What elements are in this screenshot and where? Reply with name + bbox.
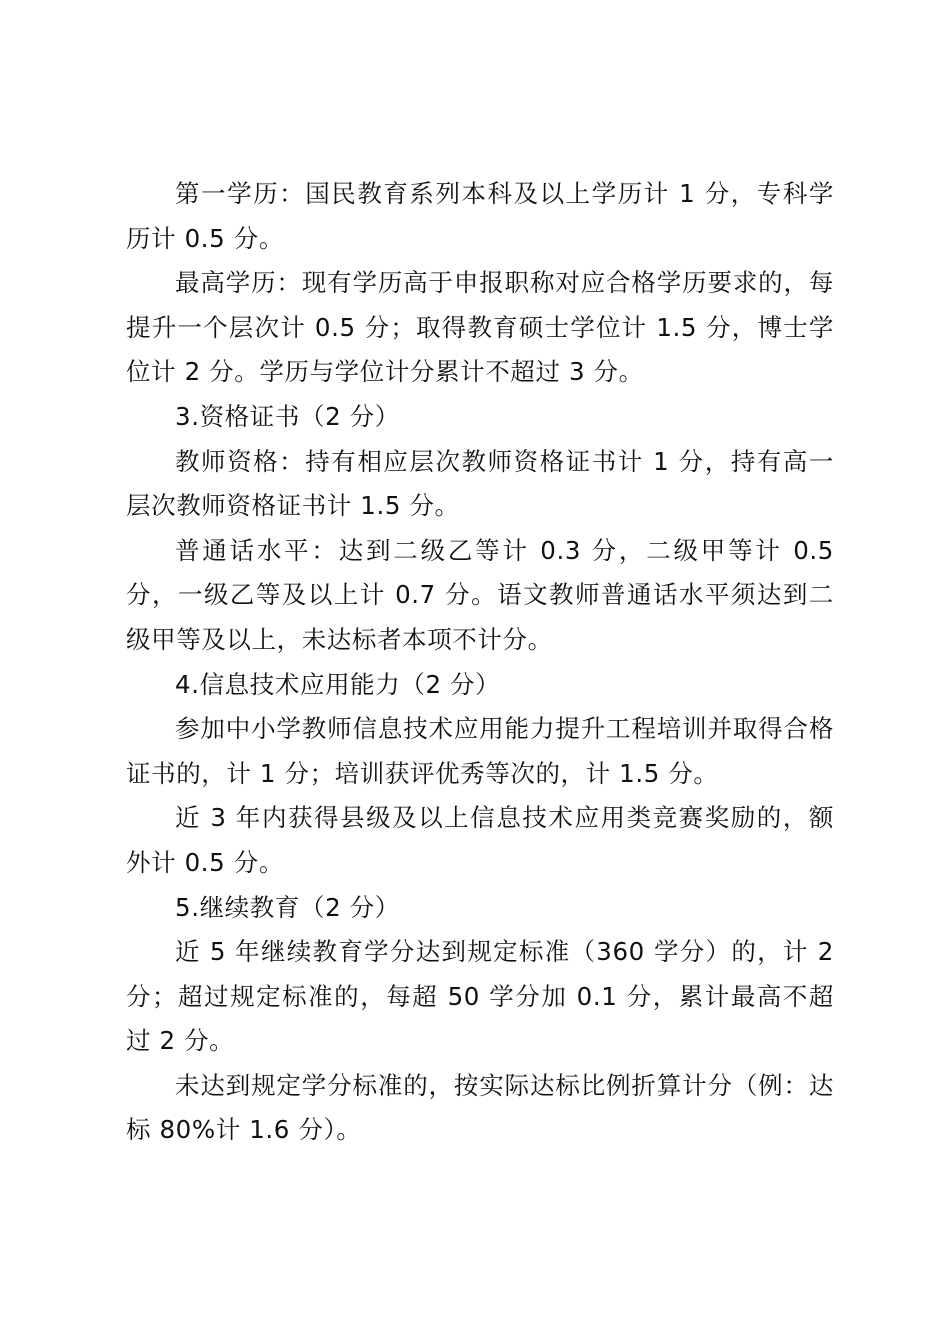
- paragraph-mandarin-level: 普通话水平：达到二级乙等计 0.3 分，二级甲等计 0.5 分，一级乙等及以上计 0.7 分。语文教师普通话水平须达到二级甲等及以上，未达标者本项不计分。: [126, 535, 834, 654]
- paragraph-it-competition: 近 3 年内获得县级及以上信息技术应用类竞赛奖励的，额外计 0.5 分。: [126, 803, 834, 877]
- section-heading-continuing-education: 5.继续教育（2 分）: [175, 892, 400, 922]
- section-heading-qualification-certificate: 3.资格证书（2 分）: [175, 401, 400, 431]
- paragraph-first-degree: 第一学历：国民教育系列本科及以上学历计 1 分，专科学历计 0.5 分。: [126, 179, 834, 253]
- document-page: [126, 172, 834, 1153]
- paragraph-credits-shortfall: 未达到规定学分标准的，按实际达标比例折算计分（例：达标 80%计 1.6 分）。: [126, 1070, 834, 1145]
- paragraph-it-training: 参加中小学教师信息技术应用能力提升工程培训并取得合格证书的，计 1 分；培训获评优秀等次的，计 1.5 分。: [126, 714, 834, 788]
- paragraph-teacher-qualification: 教师资格：持有相应层次教师资格证书计 1 分，持有高一层次教师资格证书计 1.5 分。: [126, 446, 834, 521]
- paragraph-highest-degree: 最高学历：现有学历高于申报职称对应合格学历要求的，每提升一个层次计 0.5 分；取得教育硕士学位计 1.5 分，博士学位计 2 分。学历与学位计分累计不超过 3 分。: [126, 268, 834, 387]
- section-heading-it-ability: 4.信息技术应用能力（2 分）: [175, 669, 501, 699]
- paragraph-continuing-credits: 近 5 年继续教育学分达到规定标准（360 学分）的，计 2 分；超过规定标准的，每超 50 学分加 0.1 分，累计最高不超过 2 分。: [126, 937, 834, 1056]
